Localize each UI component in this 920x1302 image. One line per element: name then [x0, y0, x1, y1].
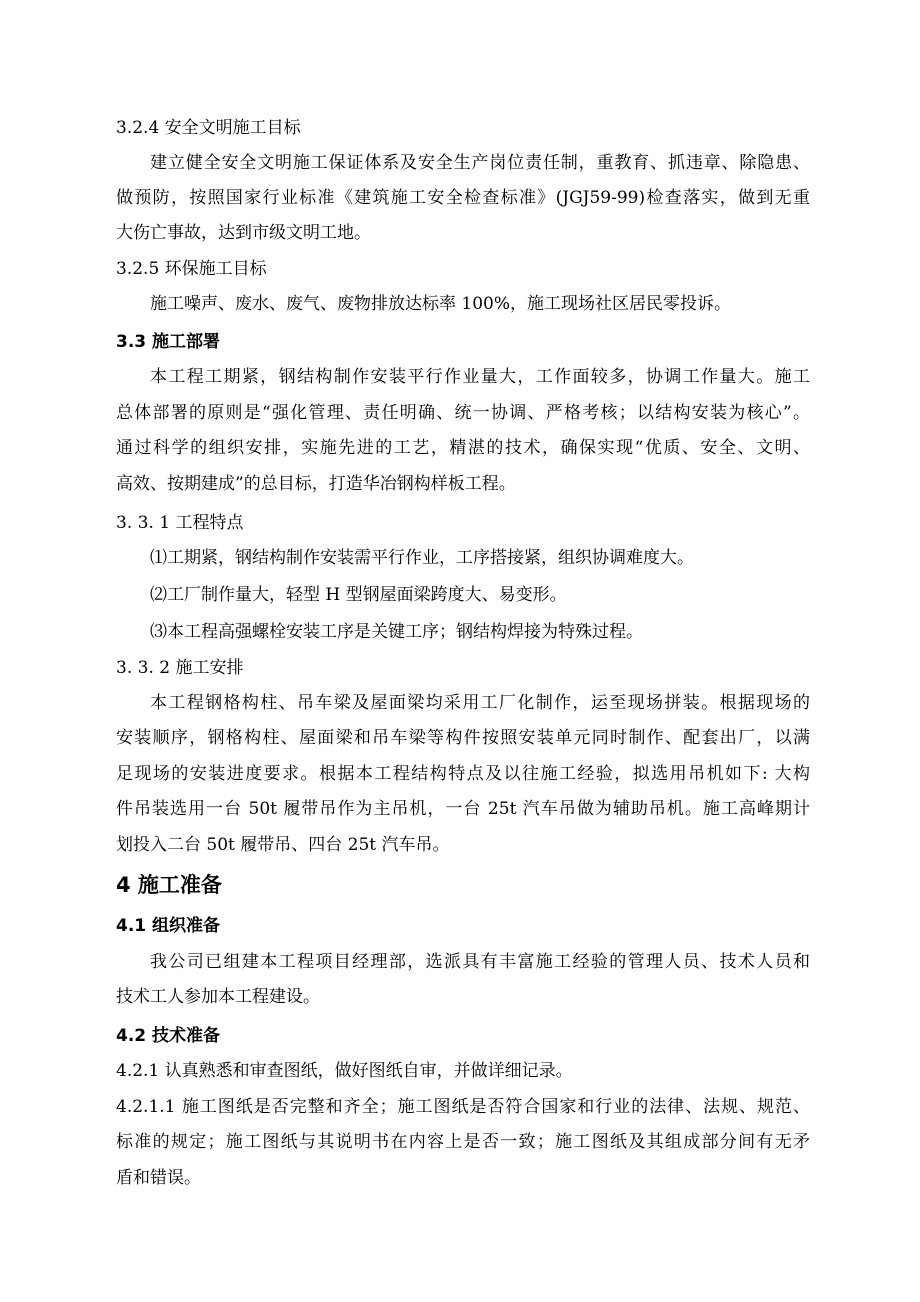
paragraph-line: 高效、按期建成”的总目标，打造华冶钢构样板工程。 [116, 474, 516, 494]
paragraph-line: 4.2.1.1 施工图纸是否完整和齐全；施工图纸是否符合国家和行业的法律、法规、规范、 [116, 1097, 810, 1117]
paragraph-line: 我公司已组建本工程项目经理部，选派具有丰富施工经验的管理人员、技术人员和 [150, 952, 810, 972]
heading-4-1: 4.1 组织准备 [116, 916, 221, 936]
heading-3-2-5: 3.2.5 环保施工目标 [116, 259, 267, 279]
paragraph-line: 通过科学的组织安排，实施先进的工艺，精湛的技术，确保实现“优质、安全、文明、 [116, 438, 810, 458]
paragraph-line: 足现场的安装进度要求。根据本工程结构特点及以往施工经验，拟选用吊机如下: 大构 [116, 764, 810, 784]
list-item: ⑶本工程高强螺栓安装工序是关键工序；钢结构焊接为特殊过程。 [150, 622, 643, 642]
paragraph-line: 做预防，按照国家行业标准《建筑施工安全检查标准》(JGJ59-99)检查落实，做到无重 [116, 188, 810, 208]
paragraph-line: 建立健全安全文明施工保证体系及安全生产岗位责任制，重教育、抓违章、除隐患、 [150, 153, 810, 173]
paragraph-line: 施工噪声、废水、废气、废物排放达标率 100%，施工现场社区居民零投诉。 [150, 294, 732, 314]
paragraph-line: 盾和错误。 [116, 1168, 201, 1188]
heading-4-2-1: 4.2.1 认真熟悉和审查图纸，做好图纸自审，并做详细记录。 [116, 1061, 573, 1081]
heading-4: 4 施工准备 [116, 873, 222, 897]
paragraph-line: 总体部署的原则是“强化管理、责任明确、统一协调、严格考核；以结构安装为核心”。 [116, 403, 810, 423]
paragraph-line: 标准的规定；施工图纸与其说明书在内容上是否一致；施工图纸及其组成部分间有无矛 [116, 1132, 810, 1152]
paragraph-line: 大伤亡事故，达到市级文明工地。 [116, 223, 371, 243]
paragraph-line: 本工程工期紧，钢结构制作安装平行作业量大，工作面较多，协调工作量大。施工 [150, 367, 810, 387]
heading-3-3: 3.3 施工部署 [116, 332, 221, 352]
list-item: ⑴工期紧，钢结构制作安装需平行作业，工序搭接紧，组织协调难度大。 [150, 548, 694, 568]
heading-4-2: 4.2 技术准备 [116, 1026, 221, 1046]
heading-3-2-4: 3.2.4 安全文明施工目标 [116, 118, 301, 138]
list-item: ⑵工厂制作量大，轻型 H 型钢屋面梁跨度大、易变形。 [150, 585, 567, 605]
paragraph-line: 本工程钢格构柱、吊车梁及屋面梁均采用工厂化制作，运至现场拼装。根据现场的 [150, 693, 810, 713]
paragraph-line: 件吊装选用一台 50t 履带吊作为主吊机，一台 25t 汽车吊做为辅助吊机。施工高峰期计 [116, 799, 810, 819]
paragraph-line: 技术工人参加本工程建设。 [116, 987, 320, 1007]
heading-3-3-2: 3. 3. 2 施工安排 [116, 658, 244, 678]
paragraph-line: 划投入二台 50t 履带吊、四台 25t 汽车吊。 [116, 835, 450, 855]
paragraph-line: 安装顺序，钢格构柱、屋面梁和吊车梁等构件按照安装单元同时制作、配套出厂，以满 [116, 728, 810, 748]
heading-3-3-1: 3. 3. 1 工程特点 [116, 513, 244, 533]
